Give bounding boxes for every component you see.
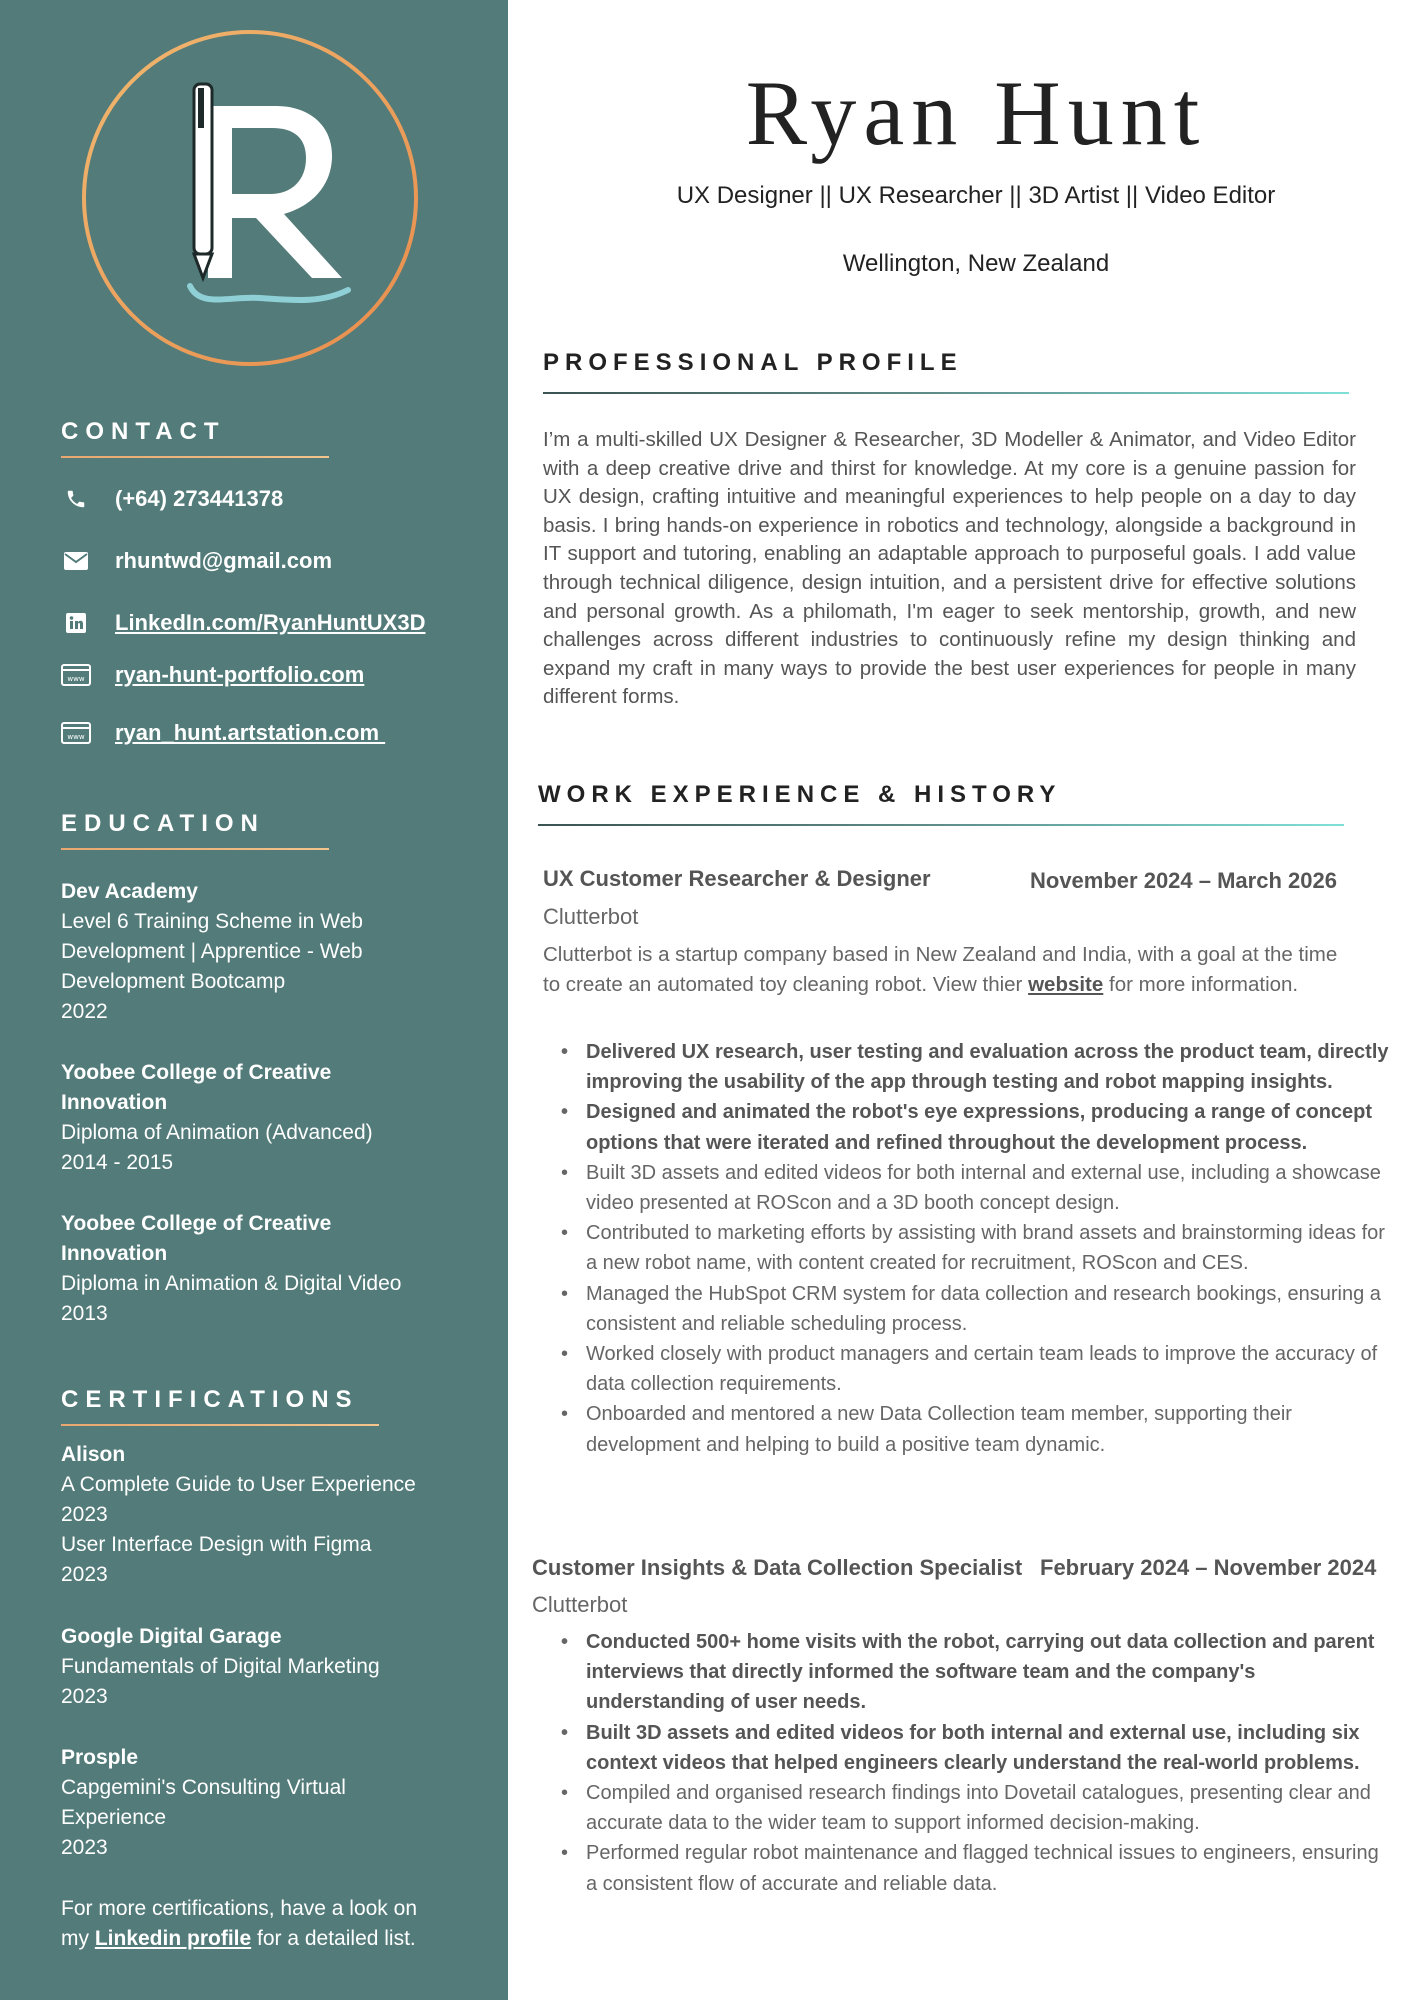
job-title: Customer Insights & Data Collection Specialist <box>532 1555 1023 1580</box>
job-title: UX Customer Researcher & Designer <box>543 866 931 891</box>
certification-name: A Complete Guide to User Experience <box>61 1473 416 1496</box>
certification-year: 2023 <box>61 1836 108 1859</box>
candidate-location: Wellington, New Zealand <box>842 250 1110 277</box>
certification-year: 2023 <box>61 1503 108 1526</box>
education-institution: Yoobee College of Creative <box>61 1061 332 1084</box>
phone-number[interactable]: (+64) 273441378 <box>115 486 284 511</box>
candidate-name: Ryan Hunt <box>745 62 1207 164</box>
email-address[interactable]: rhuntwd@gmail.com <box>115 548 333 573</box>
certification-provider: Alison <box>61 1443 126 1466</box>
education-institution: Innovation <box>61 1091 168 1114</box>
certifications-footer-note <box>61 1894 461 1954</box>
list-item: • Performed regular robot maintenance and flagged technical issues to engineers, ensuring a consistent flow of accurate and reliable data. <box>545 1838 1385 1898</box>
contact-heading: CONTACT <box>61 418 226 445</box>
certification-year: 2023 <box>61 1685 108 1708</box>
certification-name: Experience <box>61 1806 167 1829</box>
portfolio-link[interactable]: ryan-hunt-portfolio.com <box>115 662 365 687</box>
linkedin-icon <box>61 611 91 635</box>
website-icon <box>61 721 91 745</box>
certification-item <box>61 1743 461 1863</box>
job-description <box>543 940 1353 1000</box>
contact-phone-row <box>61 486 283 512</box>
certification-year: 2023 <box>61 1563 108 1586</box>
certification-name: Capgemini's Consulting Virtual <box>61 1776 346 1799</box>
profile-text: I’m a multi-skilled UX Designer & Researcher, 3D Modeller & Animator, and Video Editor with a deep creative drive and thirst for knowledge. At my core is a genuine passion for UX design, crafting intuitive and meaningful experiences to help people on a day to day basis. I bring hands-on experience in robotics and technology, alongside a background in IT support and tutoring, enabling an adaptable approach to purposeful goals. I add value through technical diligence, design intuition, and a persistent drive for effective solutions and personal growth. As a philomath, I'm eager to seek mentorship, growth, and new challenges across different industries to continuously refine my design thinking and expand my craft in many ways to provide the best user experiences for people in many different forms. <box>543 428 1356 709</box>
list-item: • Contributed to marketing efforts by assisting with brand assets and brainstorming ideas for a new robot name, with content created for recruitment, ROScon and CES. <box>545 1218 1400 1278</box>
education-divider <box>61 848 329 850</box>
profile-heading: PROFESSIONAL PROFILE <box>543 349 963 376</box>
job-company: Clutterbot <box>543 904 639 929</box>
education-year: 2013 <box>61 1302 108 1325</box>
list-item: • Built 3D assets and edited videos for both internal and external use, including six context videos that helped engineers clearly understand the real-world problems. <box>545 1718 1385 1778</box>
job-description-text: Clutterbot is a startup company based in New Zealand and India, with a goal at the time to create an automated toy cleaning robot. View thier <box>543 943 1338 996</box>
email-icon <box>61 549 91 573</box>
contact-divider <box>61 456 329 458</box>
education-item <box>61 1058 461 1178</box>
sidebar <box>0 0 508 2000</box>
list-item: • Compiled and organised research findings into Dovetail catalogues, presenting clear and accurate data to the wider team to support informed decision-making. <box>545 1778 1385 1838</box>
job-bullet-list <box>545 1627 1385 1899</box>
certifications-divider <box>61 1424 379 1426</box>
linkedin-link[interactable]: LinkedIn.com/RyanHuntUX3D <box>115 610 426 635</box>
certifications-section <box>61 1386 379 1426</box>
phone-icon <box>61 487 91 511</box>
education-detail: Development | Apprentice - Web <box>61 940 363 963</box>
candidate-tagline: UX Designer || UX Researcher || 3D Artist || Video Editor <box>676 182 1276 209</box>
certification-provider: Google Digital Garage <box>61 1625 282 1648</box>
job-dates: February 2024 – November 2024 <box>1040 1555 1377 1580</box>
list-item: • Built 3D assets and edited videos for both internal and external use, including a showcase video presented at ROScon and a 3D booth concept design. <box>545 1158 1400 1218</box>
education-section <box>61 810 329 850</box>
certification-item <box>61 1622 461 1712</box>
svg-text:www: www <box>67 675 85 683</box>
contact-linkedin-row <box>61 610 425 636</box>
logo-r-pen-icon <box>80 28 420 368</box>
website-link[interactable]: website <box>1028 973 1104 996</box>
artstation-link[interactable]: ryan_hunt.artstation.com <box>115 720 386 745</box>
certification-name: User Interface Design with Figma <box>61 1533 372 1556</box>
list-item: • Conducted 500+ home visits with the robot, carrying out data collection and parent interviews that directly informed the software team and the company's understanding of user needs. <box>545 1627 1385 1718</box>
education-institution: Innovation <box>61 1242 168 1265</box>
education-institution: Yoobee College of Creative <box>61 1212 332 1235</box>
job-dates: November 2024 – March 2026 <box>1030 868 1337 893</box>
work-divider <box>538 824 1344 826</box>
list-item: • Managed the HubSpot CRM system for data collection and research bookings, ensuring a consistent and reliable scheduling process. <box>545 1279 1400 1339</box>
linkedin-profile-link[interactable]: Linkedin profile <box>94 1927 252 1950</box>
work-heading: WORK EXPERIENCE & HISTORY <box>538 781 1062 808</box>
job-bullet-list <box>545 1037 1400 1460</box>
list-item: • Onboarded and mentored a new Data Collection team member, supporting their development and helping to build a positive team dynamic. <box>545 1399 1400 1459</box>
education-detail: Level 6 Training Scheme in Web <box>61 910 363 933</box>
list-item: • Designed and animated the robot's eye expressions, producing a range of concept options that were iterated and refined throughout the development process. <box>545 1097 1400 1157</box>
footer-note-text: my <box>61 1927 95 1950</box>
certification-item <box>61 1440 461 1590</box>
certifications-heading: CERTIFICATIONS <box>61 1386 359 1413</box>
education-year: 2022 <box>61 1000 108 1023</box>
job-company: Clutterbot <box>532 1592 628 1617</box>
profile-divider <box>543 392 1349 394</box>
contact-email-row <box>61 548 332 574</box>
website-icon <box>61 663 91 687</box>
footer-note-line: For more certifications, have a look on <box>61 1897 417 1920</box>
contact-portfolio-row <box>61 662 364 688</box>
education-detail: Development Bootcamp <box>61 970 286 993</box>
education-institution: Dev Academy <box>61 880 198 903</box>
certification-name: Fundamentals of Digital Marketing <box>61 1655 380 1678</box>
education-heading: EDUCATION <box>61 810 265 837</box>
certification-provider: Prosple <box>61 1746 139 1769</box>
svg-text:www: www <box>67 733 85 741</box>
list-item: • Worked closely with product managers and certain team leads to improve the accuracy of data collection requirements. <box>545 1339 1400 1399</box>
education-item <box>61 877 461 1027</box>
education-detail: Diploma of Animation (Advanced) <box>61 1121 373 1144</box>
footer-note-line <box>61 1924 461 1954</box>
contact-section <box>61 418 329 458</box>
list-item: • Delivered UX research, user testing and evaluation across the product team, directly improving the usability of the app through testing and robot mapping insights. <box>545 1037 1400 1097</box>
contact-artstation-row <box>61 720 385 746</box>
education-year: 2014 - 2015 <box>61 1151 174 1174</box>
footer-note-text: for a detailed list. <box>251 1927 416 1950</box>
education-detail: Diploma in Animation & Digital Video <box>61 1272 402 1295</box>
job-description-text: for more information. <box>1103 973 1299 996</box>
education-item <box>61 1209 461 1329</box>
